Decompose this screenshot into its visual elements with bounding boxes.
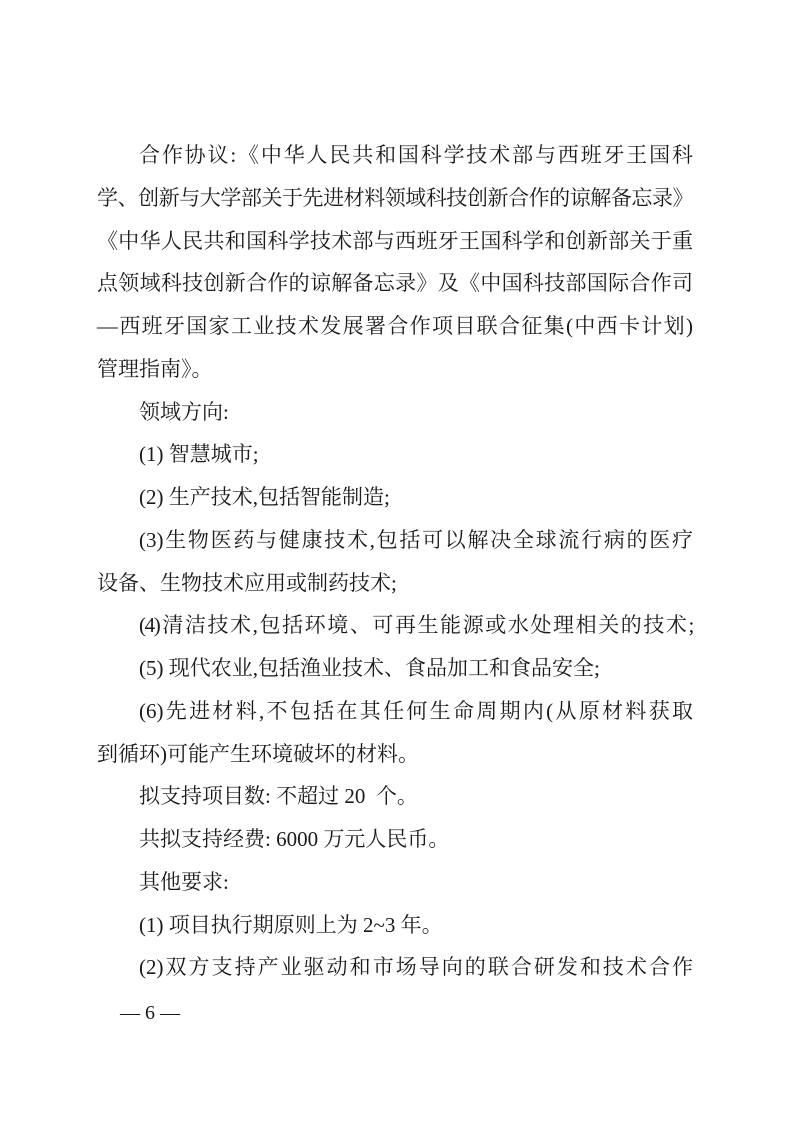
text-line: 点领域科技创新合作的谅解备忘录》及《中国科技部国际合作司 <box>97 271 693 296</box>
document-body <box>97 134 693 989</box>
text-line: 设备、生物技术应用或制药技术; <box>97 570 397 595</box>
text-line: 拟支持项目数: 不超过 20 个。 <box>139 784 418 809</box>
text-line: (6)先进材料,不包括在其任何生命周期内(从原材料获取 <box>139 698 693 723</box>
text-line: 合作协议:《中华人民共和国科学技术部与西班牙王国科 <box>139 143 693 167</box>
text-line: 领域方向: <box>139 399 229 424</box>
text-line: (5) 现代农业,包括渔业技术、食品加工和食品安全; <box>139 656 600 680</box>
text-line: 共拟支持经费: 6000 万元人民币。 <box>139 827 450 851</box>
text-line: (2) 生产技术,包括智能制造; <box>139 485 390 509</box>
text-line: —西班牙国家工业技术发展署合作项目联合征集(中西卡计划) <box>97 314 693 338</box>
text-line: 学、创新与大学部关于先进材料领域科技创新合作的谅解备忘录》 <box>97 185 693 210</box>
text-line: 管理指南》。 <box>97 356 213 381</box>
text-line: (1) 智慧城市; <box>139 442 259 467</box>
text-line: (2)双方支持产业驱动和市场导向的联合研发和技术合作 <box>139 955 693 980</box>
text-line: 《中华人民共和国科学技术部与西班牙王国科学和创新部关于重 <box>97 228 693 253</box>
text-line: 到循环)可能产生环境破坏的材料。 <box>97 741 419 766</box>
text-line: (3)生物医药与健康技术,包括可以解决全球流行病的医疗 <box>139 527 693 552</box>
text-line: 其他要求: <box>139 869 229 894</box>
page-number: — 6 — <box>120 1002 180 1024</box>
text-line: (1) 项目执行期原则上为 2~3 年。 <box>139 912 443 937</box>
text-line: (4)清洁技术,包括环境、可再生能源或水处理相关的技术; <box>139 613 693 638</box>
